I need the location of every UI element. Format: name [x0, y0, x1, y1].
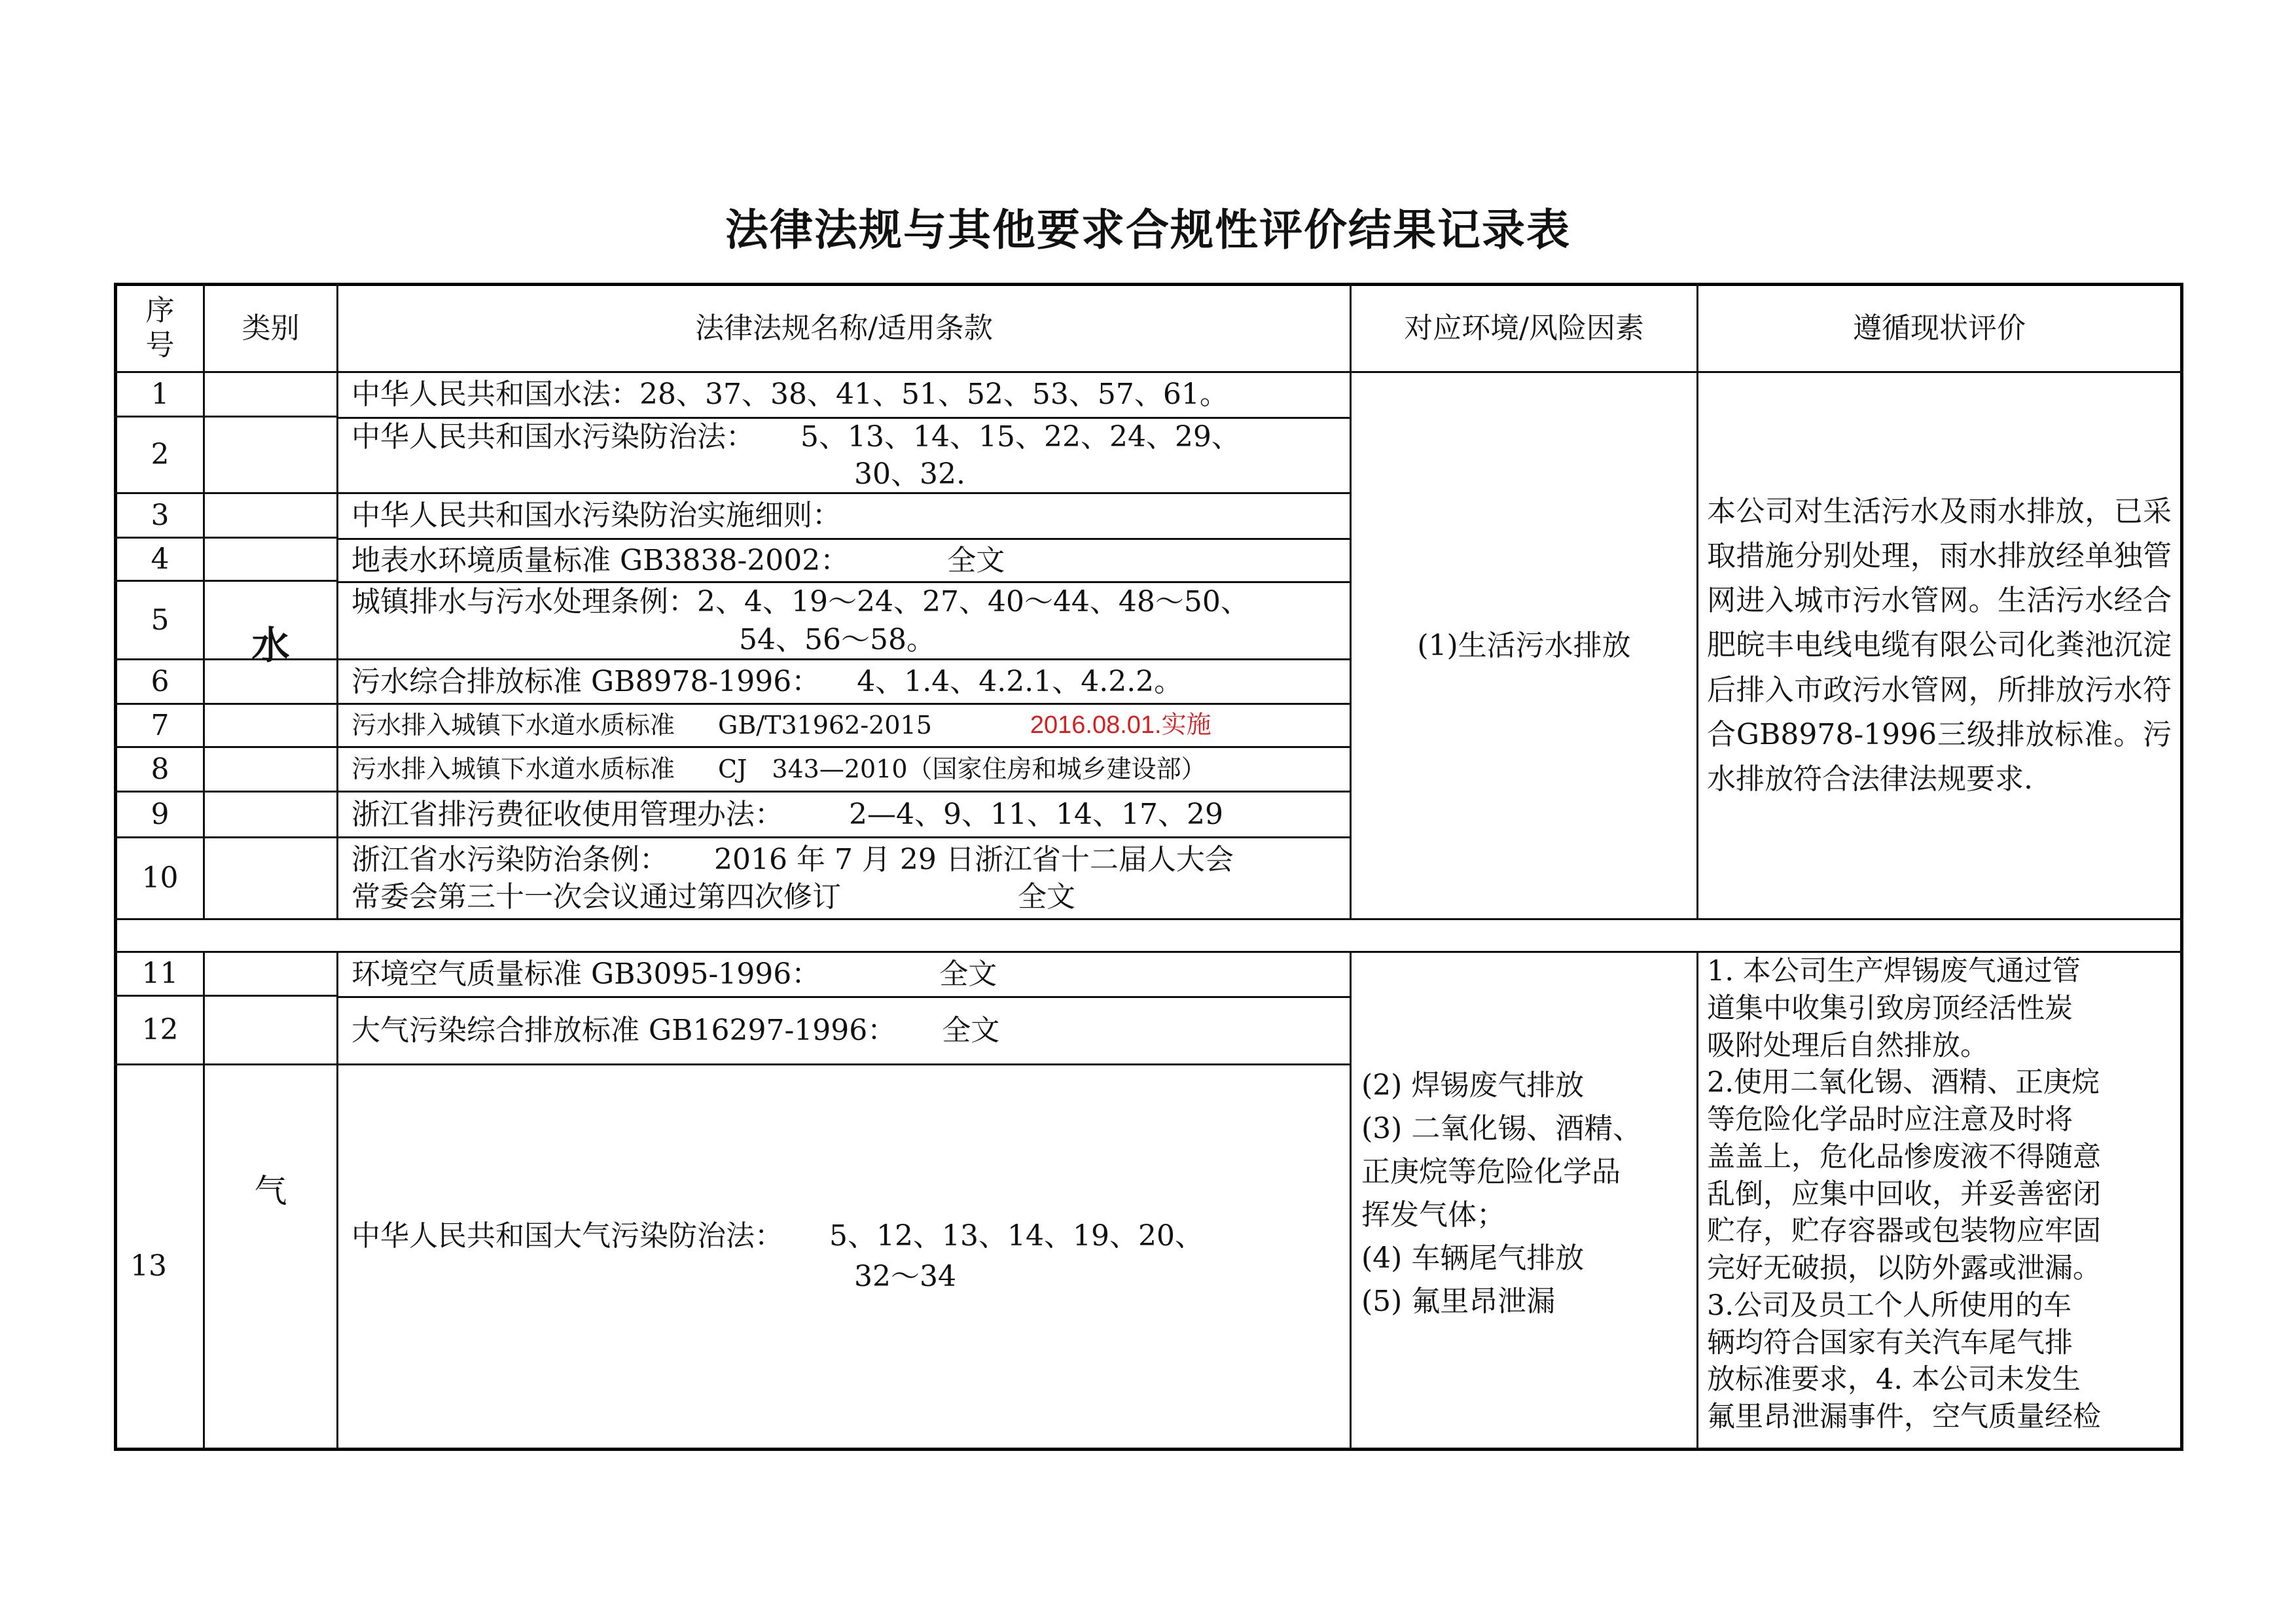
water-row-no: 7: [151, 708, 170, 742]
air-eval-line: 2.使用二氧化锡、酒精、正庚烷: [1707, 1066, 2100, 1099]
header-seq-line2: 号: [145, 329, 175, 362]
law-clause: 28、37、38、41、51、52、53、57、61。: [639, 377, 1229, 411]
air-factor-line: (3) 二氧化锡、酒精、: [1361, 1112, 1642, 1145]
water-factor: (1)生活污水排放: [1417, 628, 1631, 662]
law-clause: 2—4、9、11、14、17、29: [849, 797, 1223, 831]
air-eval-line: 氟里昂泄漏事件，空气质量经检: [1707, 1400, 2101, 1433]
header-seq-line1: 序: [145, 294, 175, 328]
water-law-3: [351, 494, 1346, 537]
law-code: GB/T31962-2015: [718, 710, 932, 740]
law-clause-cont: 30、32.: [854, 457, 965, 491]
law-name: 污水排入城镇下水道水质标准: [351, 710, 675, 740]
air-eval-line: 贮存，贮存容器或包装物应牢固: [1707, 1215, 2101, 1248]
law-clause: 5、13、14、15、22、24、29、: [800, 419, 1240, 454]
water-law-5: [351, 583, 1346, 658]
air-eval-line: 吸附处理后自然排放。: [1707, 1029, 1988, 1062]
air-category: 气: [254, 1172, 287, 1211]
air-law-11: [351, 953, 1346, 996]
header-seq: [117, 286, 203, 371]
law-clause: 4、1.4、4.2.1、4.2.2。: [857, 664, 1183, 698]
water-law-6: [351, 660, 1346, 703]
water-row-no: 2: [151, 438, 170, 472]
water-row-no: 1: [151, 377, 170, 411]
air-row-no: 13: [130, 1249, 167, 1283]
water-law-7: [351, 705, 1346, 746]
air-law-13: [351, 1065, 1346, 1448]
air-row-no: 11: [141, 957, 179, 991]
air-eval-line: 1. 本公司生产焊锡废气通过管: [1707, 955, 2081, 988]
air-eval-line: 完好无破损，以防外露或泄漏。: [1707, 1252, 2101, 1285]
air-factor-line: (4) 车辆尾气排放: [1361, 1241, 1585, 1275]
law-name: 中华人民共和国水法：: [351, 377, 639, 411]
water-row-no: 10: [141, 861, 179, 895]
law-name: 环境空气质量标准 GB3095-1996：: [351, 957, 821, 991]
air-eval-line: 放标准要求，4. 本公司未发生: [1707, 1363, 2081, 1397]
air-factor-line: 正庚烷等危险化学品: [1361, 1155, 1621, 1188]
air-row-no: 12: [141, 1013, 179, 1047]
water-law-9: [351, 793, 1346, 836]
air-law-12: [351, 998, 1346, 1063]
law-clause: 全文: [939, 957, 997, 991]
air-factor-line: (5) 氟里昂泄漏: [1361, 1285, 1556, 1318]
law-clause: 全文: [947, 543, 1005, 577]
law-effective-note: 2016.08.01.实施: [1030, 711, 1211, 739]
water-row-no: 3: [151, 498, 170, 532]
water-category: 水: [251, 623, 290, 668]
water-row-no: 9: [151, 797, 170, 831]
water-law-10: [351, 838, 1346, 918]
air-eval-line: 道集中收集引致房顶经活性炭: [1707, 991, 2073, 1025]
law-name-cont: 常委会第三十一次会议通过第四次修订: [351, 880, 841, 914]
law-clause: 全文: [942, 1014, 1000, 1048]
water-row-no: 5: [151, 603, 170, 637]
document-title: 法律法规与其他要求合规性评价结果记录表: [725, 204, 1571, 255]
law-name: 污水排入城镇下水道水质标准: [351, 754, 675, 783]
water-law-1: [351, 373, 1346, 416]
law-name: 中华人民共和国水污染防治实施细则：: [351, 498, 841, 532]
water-evaluation: 本公司对生活污水及雨水排放，已采取措施分别处理，雨水排放经单独管网进入城市污水管网。生活污水经合肥皖丰电线电缆有限公司化粪池沉淀后排入市政污水管网，所排放污水符合GB8978-1996三级排放标准。污水排放符合法律法规要求.: [1707, 494, 2172, 796]
water-law-8: [351, 748, 1346, 791]
law-code: CJ 343—2010（国家住房和城乡建设部）: [718, 754, 1206, 783]
law-name: 中华人民共和国大气污染防治法：: [351, 1219, 783, 1253]
air-factors: [1361, 953, 1692, 1448]
law-name: 浙江省排污费征收使用管理办法：: [351, 797, 783, 831]
air-evaluation: [1707, 953, 2179, 1448]
water-row-no: 6: [151, 664, 170, 698]
water-law-4: [351, 540, 1346, 581]
air-eval-line: 3.公司及员工个人所使用的车: [1707, 1289, 2072, 1322]
air-eval-line: 盖盖上，危化品惨废液不得随意: [1707, 1140, 2101, 1173]
air-factor-line: 挥发气体；: [1361, 1198, 1505, 1232]
water-law-2: [351, 419, 1346, 492]
air-eval-line: 辆均符合国家有关汽车尾气排: [1707, 1326, 2073, 1359]
law-name: 地表水环境质量标准 GB3838-2002：: [351, 543, 850, 577]
header-law: 法律法规名称/适用条款: [695, 312, 993, 346]
water-row-no: 8: [151, 752, 170, 786]
header-eval: 遵循现状评价: [1853, 312, 2026, 346]
header-category: 类别: [242, 312, 300, 346]
law-clause: 5、12、13、14、19、20、: [829, 1219, 1204, 1253]
law-name: 浙江省水污染防治条例：: [351, 842, 668, 876]
law-clause: 2016 年 7 月 29 日浙江省十二届人大会: [714, 842, 1234, 876]
law-name: 污水综合排放标准 GB8978-1996：: [351, 664, 821, 698]
law-name: 大气污染综合排放标准 GB16297-1996：: [351, 1014, 897, 1048]
air-eval-line: 乱倒，应集中回收，并妥善密闭: [1707, 1177, 2101, 1211]
air-factor-line: (2) 焊锡废气排放: [1361, 1069, 1585, 1102]
air-eval-line: 等危险化学品时应注意及时将: [1707, 1103, 2073, 1136]
water-row-no: 4: [151, 542, 170, 576]
law-name: 中华人民共和国水污染防治法：: [351, 419, 755, 454]
law-clause-cont: 32～34: [854, 1260, 956, 1293]
law-clause-cont: 54、56～58。: [739, 622, 935, 656]
law-clause: 2、4、19～24、27、40～44、48～50、: [697, 585, 1249, 619]
header-factor: 对应环境/风险因素: [1404, 312, 1644, 346]
law-name: 城镇排水与污水处理条例：: [351, 585, 697, 619]
law-clause-cont: 全文: [1018, 880, 1075, 914]
